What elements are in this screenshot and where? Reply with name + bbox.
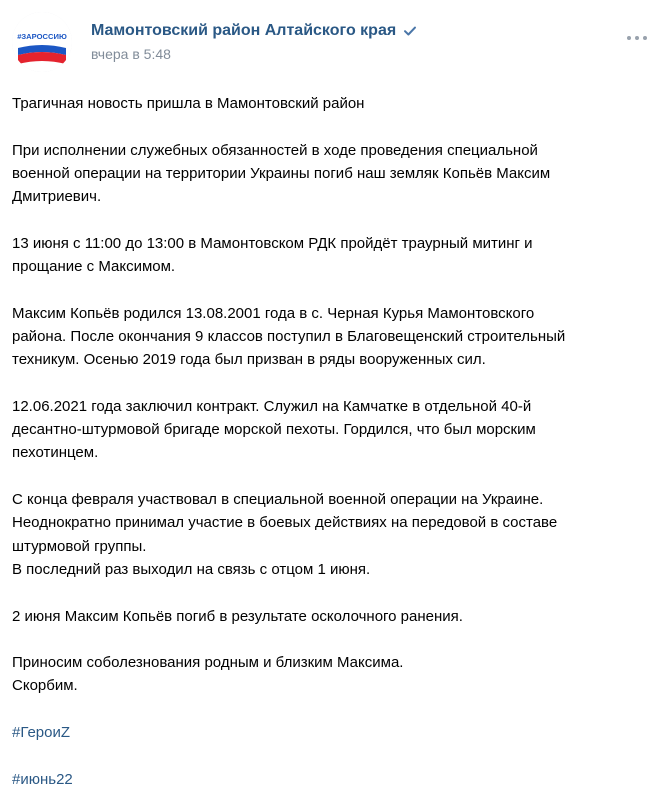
hashtag-link[interactable]: #июнь22 <box>12 770 73 788</box>
text-line: В последний раз выходил на связь с отцом 1 июня. <box>12 560 371 578</box>
more-dots-icon[interactable] <box>627 34 647 42</box>
hashtag-line <box>12 721 652 744</box>
avatar-flag-logo <box>12 12 72 72</box>
text-line: С конца февраля участвовал в специальной военной операции на Украине. <box>12 491 544 509</box>
paragraph-gap <box>12 581 652 604</box>
text-line: штурмовой группы. <box>12 537 147 555</box>
text-line: Дмитриевич. <box>12 188 102 206</box>
text-line: Трагичная новость пришла в Мамонтовский район <box>12 95 365 112</box>
paragraph-gap <box>12 744 652 767</box>
community-name[interactable]: Мамонтовский район Алтайского края <box>91 22 397 39</box>
hashtag-link[interactable]: #ГероиZ <box>12 724 71 742</box>
paragraph-gap <box>12 465 652 488</box>
text-line: 12.06.2021 года заключил контракт. Служил на Камчатке в отдельной 40-й <box>12 397 532 415</box>
community-name-link[interactable] <box>91 22 417 40</box>
hashtag-line <box>12 768 652 791</box>
text-line: района. После окончания 9 классов поступил в Благовещенский строительный <box>12 327 566 345</box>
post-header <box>12 12 653 72</box>
post-text <box>12 92 652 791</box>
text-line: десантно-штурмовой бригаде морской пехоты. Гордился, что был морским <box>12 421 536 439</box>
paragraph-gap <box>12 372 652 395</box>
text-line: 13 июня с 11:00 до 13:00 в Мамонтовском РДК пройдёт траурный митинг и <box>12 234 533 252</box>
paragraph-gap <box>12 115 652 138</box>
verified-checkmark-icon <box>403 24 417 38</box>
text-line: военной операции на территории Украины погиб наш земляк Копьёв Максим <box>12 164 551 182</box>
text-line: техникум. Осенью 2019 года был призван в ряды вооруженных сил. <box>12 351 486 369</box>
post-time[interactable]: вчера в 5:48 <box>91 46 171 62</box>
paragraph-gap <box>12 278 652 301</box>
text-line: При исполнении служебных обязанностей в ходе проведения специальной <box>12 141 538 159</box>
text-line: 2 июня Максим Копьёв погиб в результате осколочного ранения. <box>12 607 463 625</box>
text-line: прощание с Максимом. <box>12 258 176 276</box>
text-line: Неоднократно принимал участие в боевых действиях на передовой в составе <box>12 514 558 532</box>
paragraph-gap <box>12 628 652 651</box>
paragraph-gap <box>12 208 652 231</box>
community-avatar[interactable] <box>12 12 72 72</box>
text-line: Скорбим. <box>12 677 78 695</box>
avatar-text: #ЗАРОССИЮ <box>17 32 67 41</box>
text-line: Максим Копьёв родился 13.08.2001 года в с. Черная Курья Мамонтовского <box>12 304 535 322</box>
paragraph-gap <box>12 698 652 721</box>
text-line: пехотинцем. <box>12 444 99 462</box>
text-line: Приносим соболезнования родным и близким Максима. <box>12 654 404 672</box>
